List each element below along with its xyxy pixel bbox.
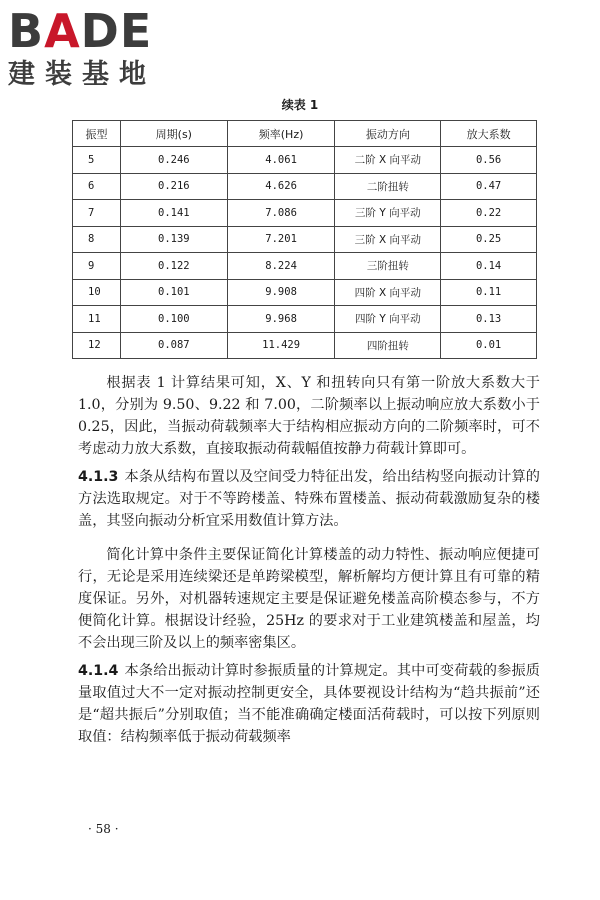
body-text — [78, 372, 540, 748]
table-cell: 0.216 — [120, 173, 227, 200]
table-header-cell: 频率(Hz) — [227, 121, 335, 147]
logo-wordmark: BADE — [8, 4, 153, 58]
table-cell: 5 — [73, 147, 121, 174]
table-cell: 8.224 — [227, 253, 335, 280]
table-cell: 12 — [73, 332, 121, 359]
table-row — [73, 332, 537, 359]
table-row — [73, 200, 537, 227]
table-row — [73, 173, 537, 200]
table-row — [73, 147, 537, 174]
table-cell: 二阶 X 向平动 — [335, 147, 441, 174]
section-4-1-3 — [78, 466, 540, 532]
table-header-cell: 振型 — [73, 121, 121, 147]
table-cell: 0.141 — [120, 200, 227, 227]
table-cell: 4.626 — [227, 173, 335, 200]
table-cell: 0.01 — [441, 332, 537, 359]
table-row — [73, 306, 537, 333]
logo-subtitle: 建装基地 — [8, 59, 156, 90]
table-cell: 7 — [73, 200, 121, 227]
table-cell: 10 — [73, 279, 121, 306]
table-cell: 0.25 — [441, 226, 537, 253]
table-row — [73, 253, 537, 280]
section-4-1-4 — [78, 660, 540, 748]
section-number: 4.1.3 — [78, 469, 119, 485]
table-header-row — [73, 121, 537, 147]
table-cell: 0.56 — [441, 147, 537, 174]
table-cell: 0.087 — [120, 332, 227, 359]
table-cell: 0.101 — [120, 279, 227, 306]
table-cell: 7.201 — [227, 226, 335, 253]
table-cell: 0.246 — [120, 147, 227, 174]
table-cell: 四阶扭转 — [335, 332, 441, 359]
table-cell: 四阶 X 向平动 — [335, 279, 441, 306]
table-cell: 0.14 — [441, 253, 537, 280]
table-cell: 三阶 Y 向平动 — [335, 200, 441, 227]
table-cell: 二阶扭转 — [335, 173, 441, 200]
table-cell: 0.22 — [441, 200, 537, 227]
table-cell: 0.122 — [120, 253, 227, 280]
table-cell: 三阶扭转 — [335, 253, 441, 280]
table-cell: 四阶 Y 向平动 — [335, 306, 441, 333]
section-number: 4.1.4 — [78, 663, 119, 679]
table-header-cell: 周期(s) — [120, 121, 227, 147]
table-body — [73, 147, 537, 359]
table-cell: 0.139 — [120, 226, 227, 253]
table-cell: 11 — [73, 306, 121, 333]
page-number: · 58 · — [88, 822, 119, 836]
table-cell: 0.47 — [441, 173, 537, 200]
table-cell: 0.100 — [120, 306, 227, 333]
table-cell: 6 — [73, 173, 121, 200]
table-cell: 三阶 X 向平动 — [335, 226, 441, 253]
vibration-modes-table — [72, 120, 537, 359]
table-row — [73, 226, 537, 253]
paragraph-results: 根据表 1 计算结果可知，X、Y 和扭转向只有第一阶放大系数大于 1.0，分别为 9.50、9.22 和 7.00，二阶频率以上振动响应放大系数小于 0.25，因此，当振动荷载频率大于结构相应振动方向的二阶频率时，可不考虑动力放大系数，直接取振动荷载幅值按静力荷载计算即可。 — [78, 375, 540, 457]
table-cell: 8 — [73, 226, 121, 253]
table-header-cell: 振动方向 — [335, 121, 441, 147]
table-cell: 9.908 — [227, 279, 335, 306]
section-text: 本条从结构布置以及空间受力特征出发，给出结构竖向振动计算的方法选取规定。对于不等跨楼盖、特殊布置楼盖、振动荷载激励复杂的楼盖，其竖向振动分析宜采用数值计算方法。 — [78, 469, 540, 529]
table-cell: 9 — [73, 253, 121, 280]
table-caption: 续表 1 — [281, 98, 319, 112]
section-text: 本条给出振动计算时参振质量的计算规定。其中可变荷载的参振质量取值过大不一定对振动控制更安全，具体要视设计结构为“趋共振前”还是“超共振后”分别取值；当不能准确确定楼面活荷载时，可以按下列原则取值：结构频率低于振动荷载频率 — [78, 663, 540, 745]
table-cell: 7.086 — [227, 200, 335, 227]
paragraph-simplified: 简化计算中条件主要保证简化计算楼盖的动力特性、振动响应便捷可行，无论是采用连续梁还是单跨梁模型，解析解均方便计算且有可靠的精度保证。另外，对机器转速规定主要是保证避免楼盖高阶模态参与，不方便简化计算。根据设计经验，25Hz 的要求对于工业建筑楼盖和屋盖，均不会出现三阶及以上的频率密集区。 — [78, 547, 540, 651]
table-cell: 0.11 — [441, 279, 537, 306]
table-row — [73, 279, 537, 306]
table-cell: 9.968 — [227, 306, 335, 333]
table-cell: 0.13 — [441, 306, 537, 333]
table-cell: 4.061 — [227, 147, 335, 174]
logo — [8, 4, 178, 90]
table-cell: 11.429 — [227, 332, 335, 359]
table-header-cell: 放大系数 — [441, 121, 537, 147]
